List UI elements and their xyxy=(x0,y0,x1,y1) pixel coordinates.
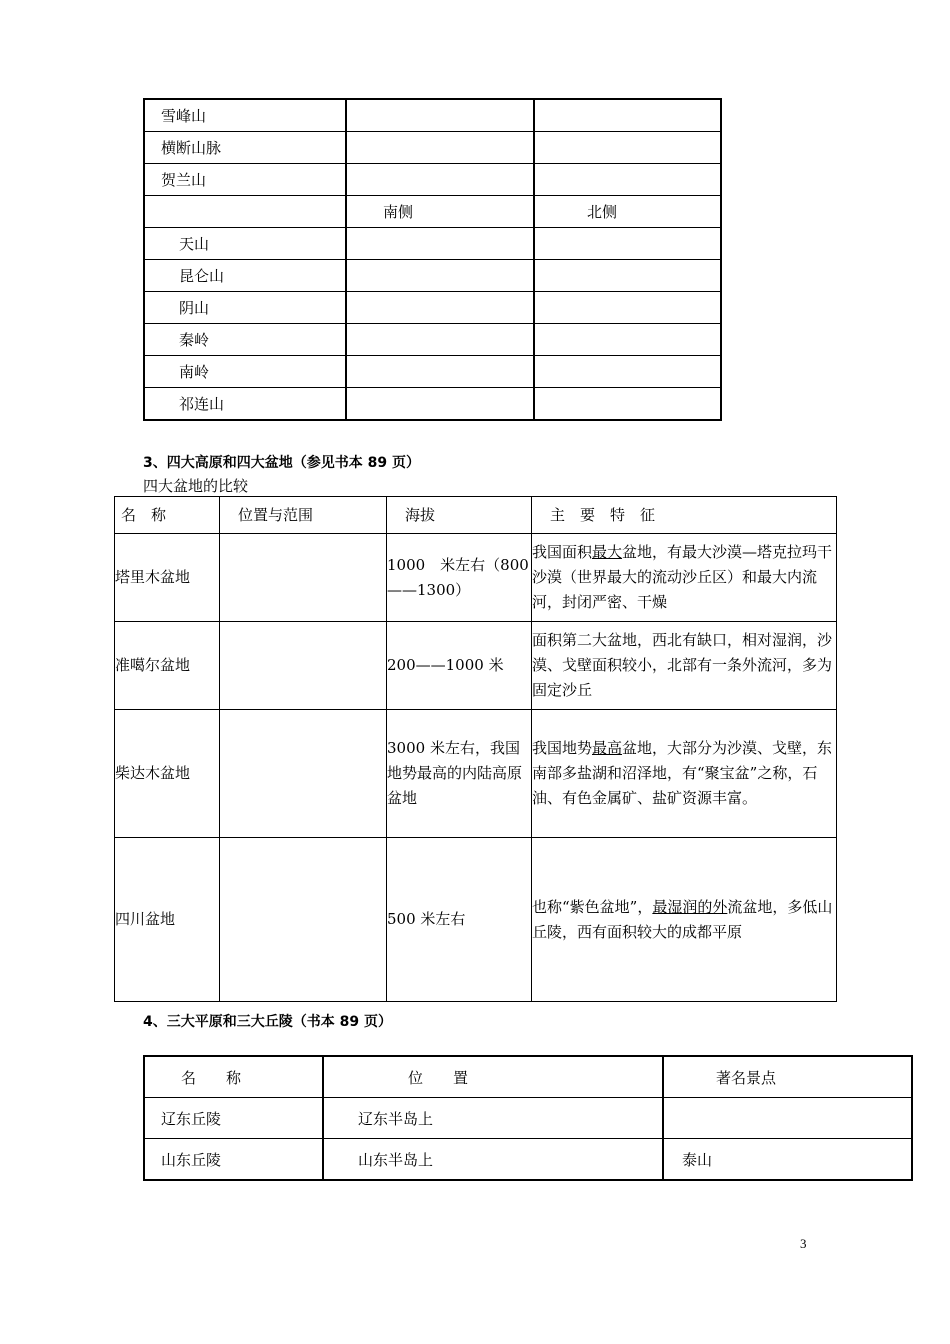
section-heading: 4、三大平原和三大丘陵（书本 89 页） xyxy=(143,1014,392,1030)
north-side-header: 北侧 xyxy=(534,196,721,228)
header-row xyxy=(144,1056,912,1098)
blank-cell[interactable] xyxy=(346,388,534,421)
blank-cell[interactable] xyxy=(346,324,534,356)
table-row xyxy=(144,388,721,421)
features-underlined: 最湿润的外 xyxy=(652,897,728,916)
features-text: 我国面积 xyxy=(532,543,593,561)
features-cell xyxy=(532,534,837,622)
column-header: 位 置 xyxy=(323,1056,663,1098)
location-cell[interactable] xyxy=(220,622,387,710)
column-header: 位置与范围 xyxy=(220,497,387,534)
features-text: 流盆地，多低山丘陵，西有面积较大的成都平原 xyxy=(532,897,833,941)
altitude-cell: 200——1000 米 xyxy=(387,622,532,710)
table-row xyxy=(144,356,721,388)
table-row xyxy=(115,622,837,710)
table-row xyxy=(144,260,721,292)
table-row xyxy=(144,324,721,356)
spot-cell[interactable]: 泰山 xyxy=(663,1139,912,1181)
blank-cell[interactable] xyxy=(346,228,534,260)
basin-name: 准噶尔盆地 xyxy=(115,622,220,710)
altitude-cell: 500 米左右 xyxy=(387,838,532,1002)
column-header: 名 称 xyxy=(115,497,220,534)
table-row xyxy=(144,164,721,196)
blank-cell[interactable] xyxy=(534,356,721,388)
south-side-header: 南侧 xyxy=(346,196,534,228)
mountain-name: 阴山 xyxy=(144,292,346,324)
table-row xyxy=(115,710,837,838)
table-row xyxy=(115,838,837,1002)
table-row xyxy=(144,132,721,164)
section-heading: 3、四大高原和四大盆地（参见书本 89 页） xyxy=(143,455,420,471)
column-header: 著名景点 xyxy=(663,1056,912,1098)
features-text: 面积第二大盆地，西北有缺口，相对湿润，沙漠、戈壁面积较小，北部有一条外流河，多为固定沙丘 xyxy=(532,631,833,699)
table-row xyxy=(144,1139,912,1181)
mountain-name: 天山 xyxy=(144,228,346,260)
blank-cell[interactable] xyxy=(346,164,534,196)
blank-cell[interactable] xyxy=(534,228,721,260)
mountain-name: 南岭 xyxy=(144,356,346,388)
location-cell[interactable] xyxy=(220,710,387,838)
blank-cell[interactable] xyxy=(534,388,721,421)
table-row xyxy=(144,228,721,260)
features-text: 也称“紫色盆地”， xyxy=(532,897,653,916)
table-row xyxy=(144,99,721,132)
table-row xyxy=(144,1098,912,1139)
hill-table xyxy=(143,1055,913,1181)
basin-name: 塔里木盆地 xyxy=(115,534,220,622)
basin-name: 四川盆地 xyxy=(115,838,220,1002)
blank-cell[interactable] xyxy=(346,292,534,324)
features-underlined: 最大 xyxy=(592,543,623,561)
location-cell: 辽东半岛上 xyxy=(323,1098,663,1139)
blank-cell[interactable] xyxy=(346,99,534,132)
features-cell xyxy=(532,710,837,838)
table-caption: 四大盆地的比较 xyxy=(143,477,249,495)
hill-name: 山东丘陵 xyxy=(144,1139,323,1181)
features-cell xyxy=(532,838,837,1002)
blank-cell[interactable] xyxy=(534,260,721,292)
mountain-name: 贺兰山 xyxy=(144,164,346,196)
column-header: 名 称 xyxy=(144,1056,323,1098)
mountain-name: 秦岭 xyxy=(144,324,346,356)
blank-cell[interactable] xyxy=(534,324,721,356)
blank-cell xyxy=(144,196,346,228)
features-text: 我国地势 xyxy=(532,739,593,757)
spot-cell[interactable] xyxy=(663,1098,912,1139)
hill-name: 辽东丘陵 xyxy=(144,1098,323,1139)
blank-cell[interactable] xyxy=(534,164,721,196)
location-cell: 山东半岛上 xyxy=(323,1139,663,1181)
mountain-name: 昆仑山 xyxy=(144,260,346,292)
altitude-cell: 1000 米左右（800——1300） xyxy=(387,534,532,622)
header-row xyxy=(115,497,837,534)
table-row xyxy=(144,292,721,324)
side-header-row xyxy=(144,196,721,228)
basin-name: 柴达木盆地 xyxy=(115,710,220,838)
column-header: 海拔 xyxy=(387,497,532,534)
blank-cell[interactable] xyxy=(534,132,721,164)
page-number: 3 xyxy=(800,1236,807,1251)
column-header: 主 要 特 征 xyxy=(532,497,837,534)
blank-cell[interactable] xyxy=(346,356,534,388)
blank-cell[interactable] xyxy=(346,260,534,292)
features-text: 盆地，大部分为沙漠、戈壁，东南部多盐湖和沼泽地，有“聚宝盆”之称，石油、有色金属矿、盐矿资源丰富。 xyxy=(532,739,833,807)
mountain-name: 雪峰山 xyxy=(144,99,346,132)
mountain-name: 祁连山 xyxy=(144,388,346,421)
mountain-name: 横断山脉 xyxy=(144,132,346,164)
blank-cell[interactable] xyxy=(534,99,721,132)
mountain-table xyxy=(143,98,722,421)
features-underlined: 最高 xyxy=(592,739,623,757)
blank-cell[interactable] xyxy=(346,132,534,164)
basin-table xyxy=(114,496,837,1002)
location-cell[interactable] xyxy=(220,838,387,1002)
altitude-cell: 3000 米左右，我国地势最高的内陆高原盆地 xyxy=(387,710,532,838)
blank-cell[interactable] xyxy=(534,292,721,324)
features-text: 盆地，有最大沙漠—塔克拉玛干沙漠（世界最大的流动沙丘区）和最大内流河，封闭严密、干燥 xyxy=(532,543,833,611)
location-cell[interactable] xyxy=(220,534,387,622)
features-cell xyxy=(532,622,837,710)
table-row xyxy=(115,534,837,622)
